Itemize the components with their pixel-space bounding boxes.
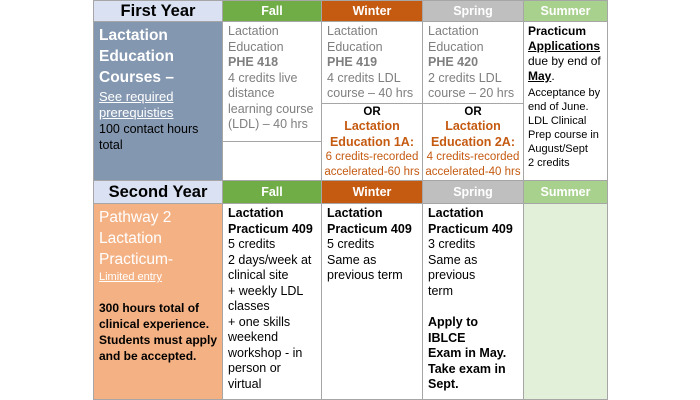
due-month: May <box>528 69 552 83</box>
iblce-line: Sept. <box>428 377 459 391</box>
spring-line: 2 credits LDL <box>428 70 502 85</box>
summer-label: Summer <box>540 4 591 18</box>
first-year-winter-alt-cell <box>321 103 423 181</box>
second-year-fall-cell <box>222 203 322 400</box>
alt-course-detail: 6 credits-recorded <box>325 151 419 163</box>
fall-label: Fall <box>261 185 283 199</box>
pathway-title-line: Pathway 2 <box>99 209 172 226</box>
practicum-title: Lactation <box>228 206 284 220</box>
pathway-title-line: Lactation <box>99 230 162 247</box>
spring-line: Lactation <box>428 24 479 38</box>
first-year-label: First Year <box>120 1 196 20</box>
second-year-spring-header <box>422 180 524 204</box>
second-year-winter-header <box>321 180 423 204</box>
or-label: OR <box>464 106 482 118</box>
fall-line: distance <box>228 86 275 100</box>
winter-detail-line: Same as <box>327 252 377 267</box>
practicum-title: Lactation <box>428 206 484 220</box>
fall-detail-line: classes <box>228 299 270 313</box>
due-dot: . <box>551 69 555 83</box>
due-line: due by end of <box>528 54 601 68</box>
fall-line: Lactation <box>228 24 279 38</box>
fall-detail-line: weekend <box>228 330 279 344</box>
second-year-summer-cell <box>523 203 608 400</box>
fall-detail-line: 5 credits <box>228 237 276 251</box>
first-year-header <box>93 0 223 22</box>
second-year-fall-header <box>222 180 322 204</box>
alt-course-title: Education 2A: <box>430 134 516 149</box>
due-month-line <box>528 69 603 84</box>
limited-entry-link[interactable]: Limited entry <box>99 271 162 283</box>
iblce-line: Exam in May. <box>428 346 507 360</box>
courses-title-line: Courses – <box>99 69 174 86</box>
first-year-fall-header <box>222 0 322 22</box>
first-year-spring-cell <box>422 21 524 104</box>
course-code: PHE 419 <box>327 55 378 69</box>
fall-detail-line: clinical site <box>228 268 289 282</box>
spring-detail-line: Same as previous <box>428 252 478 282</box>
second-year-spring-cell <box>422 203 524 400</box>
fall-line: learning course <box>228 101 314 116</box>
applications-label: Applications <box>528 39 601 53</box>
spring-label: Spring <box>453 185 493 199</box>
fall-detail-line: 2 days/week at <box>228 252 312 267</box>
first-year-courses-cell <box>93 21 223 181</box>
summer-detail-line: Prep course in <box>528 129 599 141</box>
first-year-summer-cell <box>523 21 608 181</box>
summer-label: Summer <box>540 185 591 199</box>
winter-line: Lactation <box>327 24 378 38</box>
first-year-spring-alt-cell <box>422 103 524 181</box>
alt-course-title: Lactation <box>445 119 501 133</box>
or-label: OR <box>363 106 381 118</box>
winter-label: Winter <box>352 185 392 199</box>
fall-line: (LDL) – 40 hrs <box>228 117 308 131</box>
summer-detail-line: LDL Clinical <box>528 115 587 127</box>
courses-title-line: Education <box>99 48 174 65</box>
summer-detail-line: end of June. <box>528 101 589 113</box>
iblce-line: Apply to IBLCE <box>428 315 478 345</box>
fall-detail-line: + weekly LDL <box>228 283 304 298</box>
practicum-title: Practicum 409 <box>327 221 412 236</box>
spring-detail-line: 3 credits <box>428 237 476 251</box>
spring-label: Spring <box>453 4 493 18</box>
winter-line: Education <box>327 39 383 54</box>
alt-course-title: Education 1A: <box>329 134 415 149</box>
summer-detail-line: 2 credits <box>528 157 570 169</box>
alt-course-title: Lactation <box>344 119 400 133</box>
practicum-title: Practicum 409 <box>228 221 313 236</box>
prerequisites-link-line[interactable]: See required <box>99 89 174 104</box>
practicum-title: Practicum <box>528 24 587 38</box>
course-code: PHE 420 <box>428 55 479 69</box>
contact-hours-line: total <box>99 137 123 152</box>
course-code: PHE 418 <box>228 55 279 69</box>
spring-detail-line: term <box>428 283 453 298</box>
iblce-line: Take exam in <box>428 361 506 376</box>
winter-label: Winter <box>352 4 392 18</box>
fall-detail-line: + one skills <box>228 314 291 329</box>
alt-course-detail: accelerated-40 hrs <box>425 166 521 178</box>
first-year-fall-empty-cell <box>222 141 322 181</box>
first-year-winter-cell <box>321 21 423 104</box>
fall-detail-line: workshop - in <box>228 345 303 360</box>
spring-line: Education <box>428 39 484 54</box>
second-year-pathway-cell <box>93 203 223 400</box>
winter-detail-line: previous term <box>327 268 403 282</box>
second-year-summer-header <box>523 180 608 204</box>
first-year-summer-header <box>523 0 608 22</box>
second-year-header <box>93 180 223 204</box>
first-year-fall-cell <box>222 21 322 142</box>
second-year-label: Second Year <box>108 182 208 201</box>
clinical-note <box>99 300 217 364</box>
summer-detail-line: August/Sept <box>528 143 588 155</box>
clinical-note-line: and be accepted. <box>99 349 197 363</box>
first-year-spring-header <box>422 0 524 22</box>
winter-line: course – 40 hrs <box>327 86 414 100</box>
pathway-title-line: Practicum- <box>99 251 174 268</box>
winter-line: 4 credits LDL <box>327 70 401 85</box>
clinical-note-line: 300 hours total of <box>99 301 200 315</box>
second-year-winter-cell <box>321 203 423 400</box>
summer-detail-line: Acceptance by <box>528 87 601 99</box>
courses-title-line: Lactation <box>99 27 168 44</box>
clinical-note-line: Students must apply <box>99 333 218 347</box>
alt-course-detail: accelerated-60 hrs <box>324 166 420 178</box>
contact-hours-line: 100 contact hours <box>99 122 199 136</box>
fall-line: 4 credits live <box>228 70 298 85</box>
prerequisites-link[interactable] <box>99 89 217 121</box>
summer-details <box>528 86 603 170</box>
alt-course-detail: 4 credits-recorded <box>426 151 520 163</box>
practicum-title: Practicum 409 <box>428 221 513 236</box>
fall-label: Fall <box>261 4 283 18</box>
practicum-title: Lactation <box>327 206 383 220</box>
fall-detail-line: person or virtual <box>228 361 281 391</box>
winter-detail-line: 5 credits <box>327 237 375 251</box>
first-year-winter-header <box>321 0 423 22</box>
prerequisites-link-line[interactable]: prerequisties <box>99 105 174 120</box>
fall-line: Education <box>228 39 284 54</box>
spring-line: course – 20 hrs <box>428 86 515 100</box>
iblce-note <box>428 315 518 393</box>
clinical-note-line: clinical experience. <box>99 317 210 331</box>
